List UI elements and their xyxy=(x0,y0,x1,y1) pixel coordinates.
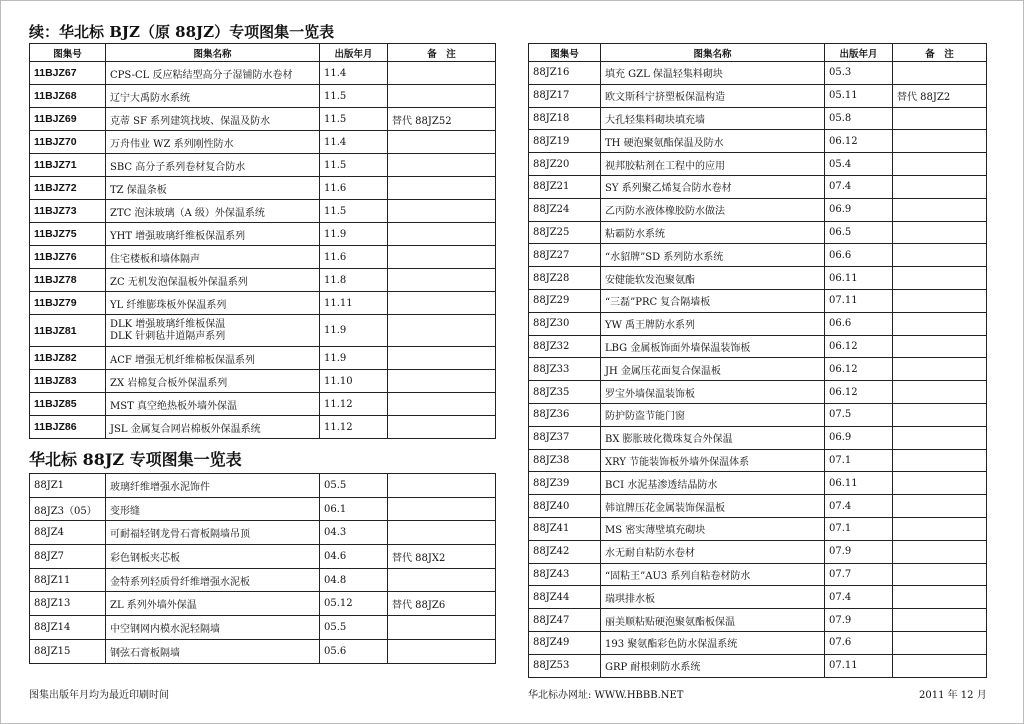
header-name: 图集名称 xyxy=(106,44,320,62)
cell-note xyxy=(893,609,987,632)
cell-code: 88JZ33 xyxy=(529,358,601,381)
cell-name: CPS-CL 反应粘结型高分子湿铺防水卷材 xyxy=(106,62,320,85)
cell-note xyxy=(893,381,987,404)
cell-code: 88JZ21 xyxy=(529,175,601,198)
cell-code: 88JZ43 xyxy=(529,563,601,586)
cell-note xyxy=(893,130,987,153)
cell-date: 11.9 xyxy=(320,347,388,370)
cell-note xyxy=(893,631,987,654)
cell-code: 88JZ15 xyxy=(30,639,106,663)
cell-date: 11.5 xyxy=(320,200,388,223)
table-row xyxy=(529,244,987,267)
cell-date: 11.4 xyxy=(320,131,388,154)
cell-code: 88JZ11 xyxy=(30,568,106,592)
footer-date: 2011 年 12 月 xyxy=(919,690,987,701)
cell-note xyxy=(388,568,496,592)
table-row xyxy=(529,381,987,404)
cell-date: 11.8 xyxy=(320,269,388,292)
cell-date: 06.11 xyxy=(825,472,893,495)
cell-date: 05.12 xyxy=(320,592,388,616)
cell-date: 07.4 xyxy=(825,495,893,518)
cell-note: 替代 88JZ2 xyxy=(893,84,987,107)
cell-date: 06.12 xyxy=(825,335,893,358)
table-row xyxy=(529,472,987,495)
cell-name: 玻璃纤维增强水泥饰件 xyxy=(106,474,320,498)
cell-note xyxy=(388,521,496,545)
table-row xyxy=(30,497,496,521)
cell-name: YL 纤维膨珠板外保温系列 xyxy=(106,292,320,315)
table-row xyxy=(529,62,987,85)
cell-code: 11BJZ72 xyxy=(30,177,106,200)
table-row xyxy=(529,449,987,472)
footer-website: 华北标办网址: WWW.HBBB.NET xyxy=(528,690,684,701)
header-date: 出版年月 xyxy=(825,44,893,62)
cell-name: TH 硬泡聚氨酯保温及防水 xyxy=(601,130,825,153)
bjz-section-title: 续：华北标 BJZ（原 88JZ）专项图集一览表 xyxy=(29,23,335,41)
cell-name: ZC 无机发泡保温板外保温系列 xyxy=(106,269,320,292)
cell-code: 88JZ28 xyxy=(529,267,601,290)
table-row xyxy=(30,568,496,592)
cell-name: 辽宁大禹防水系统 xyxy=(106,85,320,108)
cell-code: 88JZ36 xyxy=(529,403,601,426)
cell-date: 05.11 xyxy=(825,84,893,107)
cell-date: 06.9 xyxy=(825,198,893,221)
cell-date: 05.3 xyxy=(825,62,893,85)
cell-note xyxy=(388,246,496,269)
cell-code: 88JZ40 xyxy=(529,495,601,518)
header-note: 备 注 xyxy=(388,44,496,62)
cell-note xyxy=(388,223,496,246)
table-row xyxy=(529,495,987,518)
cell-code: 88JZ1 xyxy=(30,474,106,498)
table-row xyxy=(30,223,496,246)
cell-name: BCI 水泥基渗透结晶防水 xyxy=(601,472,825,495)
bjz-table-body xyxy=(30,62,496,439)
cell-name: 中空钢网内模水泥轻隔墙 xyxy=(106,616,320,640)
cell-code: 11BJZ82 xyxy=(30,347,106,370)
cell-code: 88JZ42 xyxy=(529,540,601,563)
table-row xyxy=(529,175,987,198)
cell-name: JSL 金属复合网岩棉板外保温系统 xyxy=(106,416,320,439)
jz-right-table-header xyxy=(529,44,987,62)
cell-name: ZX 岩棉复合板外保温系列 xyxy=(106,370,320,393)
cell-name: ZL 系列外墙外保温 xyxy=(106,592,320,616)
cell-code: 88JZ16 xyxy=(529,62,601,85)
cell-name: 欧文斯科宁挤塑板保温构造 xyxy=(601,84,825,107)
table-row xyxy=(529,312,987,335)
cell-note xyxy=(388,393,496,416)
table-row xyxy=(30,545,496,569)
footer-note: 图集出版年月均为最近印刷时间 xyxy=(29,690,169,701)
table-row xyxy=(529,221,987,244)
cell-code: 88JZ29 xyxy=(529,289,601,312)
cell-name: SY 系列聚乙烯复合防水卷材 xyxy=(601,175,825,198)
cell-date: 04.8 xyxy=(320,568,388,592)
table-row xyxy=(529,586,987,609)
cell-note xyxy=(388,370,496,393)
cell-note xyxy=(893,449,987,472)
cell-date: 07.11 xyxy=(825,289,893,312)
cell-note: 替代 88JX2 xyxy=(388,545,496,569)
cell-date: 11.5 xyxy=(320,108,388,131)
cell-name: TZ 保温条板 xyxy=(106,177,320,200)
jz-section-title: 华北标 88JZ 专项图集一览表 xyxy=(29,450,242,469)
cell-name: LBG 金属板饰面外墙保温装饰板 xyxy=(601,335,825,358)
cell-code: 11BJZ86 xyxy=(30,416,106,439)
cell-date: 07.9 xyxy=(825,540,893,563)
cell-name: 193 聚氨酯彩色防水保温系统 xyxy=(601,631,825,654)
header-date: 出版年月 xyxy=(320,44,388,62)
cell-code: 88JZ19 xyxy=(529,130,601,153)
cell-name: 罗宝外墙保温装饰板 xyxy=(601,381,825,404)
cell-note xyxy=(388,62,496,85)
cell-code: 11BJZ70 xyxy=(30,131,106,154)
cell-name: SBC 高分子系列卷材复合防水 xyxy=(106,154,320,177)
header-code: 图集号 xyxy=(529,44,601,62)
cell-note xyxy=(388,131,496,154)
table-row xyxy=(529,267,987,290)
header-note: 备 注 xyxy=(893,44,987,62)
cell-code: 88JZ44 xyxy=(529,586,601,609)
cell-code: 11BJZ83 xyxy=(30,370,106,393)
cell-name: 大孔轻集料砌块填充墙 xyxy=(601,107,825,130)
cell-note xyxy=(893,426,987,449)
table-row xyxy=(30,393,496,416)
table-row xyxy=(30,370,496,393)
cell-code: 88JZ41 xyxy=(529,517,601,540)
cell-code: 88JZ25 xyxy=(529,221,601,244)
cell-note xyxy=(893,62,987,85)
cell-name: 彩色钢板夹芯板 xyxy=(106,545,320,569)
cell-note xyxy=(893,517,987,540)
table-row xyxy=(30,246,496,269)
cell-date: 11.4 xyxy=(320,62,388,85)
cell-name: GRP 耐根刺防水系统 xyxy=(601,654,825,677)
jz-right-table-body xyxy=(529,62,987,678)
table-row xyxy=(30,62,496,85)
cell-note xyxy=(388,416,496,439)
jz-left-table xyxy=(29,473,496,664)
cell-code: 88JZ53 xyxy=(529,654,601,677)
cell-note xyxy=(388,616,496,640)
cell-date: 07.4 xyxy=(825,175,893,198)
table-row xyxy=(529,517,987,540)
cell-code: 88JZ30 xyxy=(529,312,601,335)
cell-name: YHT 增强玻璃纤维板保温系列 xyxy=(106,223,320,246)
cell-date: 11.9 xyxy=(320,315,388,347)
cell-name-line: DLK 增强玻璃纤维板保温 xyxy=(110,318,226,330)
table-row xyxy=(529,609,987,632)
cell-name: 韩谊牌压花金属装饰保温板 xyxy=(601,495,825,518)
table-row xyxy=(30,347,496,370)
cell-note xyxy=(893,175,987,198)
cell-code: 88JZ27 xyxy=(529,244,601,267)
table-row xyxy=(529,84,987,107)
cell-date: 05.4 xyxy=(825,153,893,176)
cell-name: 钢弦石膏板隔墙 xyxy=(106,639,320,663)
cell-date: 07.9 xyxy=(825,609,893,632)
cell-date: 04.3 xyxy=(320,521,388,545)
cell-code: 88JZ17 xyxy=(529,84,601,107)
table-row xyxy=(529,107,987,130)
cell-date: 04.6 xyxy=(320,545,388,569)
cell-name: 丽美顺粘贴硬泡聚氨酯板保温 xyxy=(601,609,825,632)
table-row xyxy=(529,654,987,677)
right-title-spacer xyxy=(528,21,986,43)
cell-note: 替代 88JZ52 xyxy=(388,108,496,131)
table-row xyxy=(30,177,496,200)
cell-name: 住宅楼板和墙体隔声 xyxy=(106,246,320,269)
cell-code: 88JZ32 xyxy=(529,335,601,358)
cell-date: 11.5 xyxy=(320,85,388,108)
cell-note xyxy=(388,292,496,315)
cell-code: 11BJZ69 xyxy=(30,108,106,131)
cell-note xyxy=(893,107,987,130)
cell-note xyxy=(893,540,987,563)
cell-name: 水无耐自粘防水卷材 xyxy=(601,540,825,563)
cell-name: “水貂牌”SD 系列防水系统 xyxy=(601,244,825,267)
cell-note xyxy=(893,403,987,426)
cell-code: 88JZ13 xyxy=(30,592,106,616)
cell-code: 11BJZ76 xyxy=(30,246,106,269)
cell-code: 88JZ14 xyxy=(30,616,106,640)
cell-note xyxy=(893,335,987,358)
table-row xyxy=(30,292,496,315)
cell-note xyxy=(893,472,987,495)
cell-note xyxy=(893,586,987,609)
cell-name: ACF 增强无机纤维棉板保温系列 xyxy=(106,347,320,370)
cell-date: 11.5 xyxy=(320,154,388,177)
cell-date: 06.1 xyxy=(320,497,388,521)
cell-code: 88JZ35 xyxy=(529,381,601,404)
table-row xyxy=(30,592,496,616)
cell-code: 11BJZ68 xyxy=(30,85,106,108)
table-row xyxy=(30,108,496,131)
cell-name: 防护防盗节能门窗 xyxy=(601,403,825,426)
jz-left-table-body xyxy=(30,474,496,664)
cell-code: 88JZ47 xyxy=(529,609,601,632)
cell-date: 07.6 xyxy=(825,631,893,654)
cell-note xyxy=(893,563,987,586)
cell-note xyxy=(893,358,987,381)
table-row xyxy=(529,631,987,654)
cell-note xyxy=(388,200,496,223)
cell-name: 粘霸防水系统 xyxy=(601,221,825,244)
cell-code: 11BJZ75 xyxy=(30,223,106,246)
table-row xyxy=(529,403,987,426)
cell-note xyxy=(388,347,496,370)
cell-note xyxy=(388,315,496,347)
table-row xyxy=(30,200,496,223)
cell-code: 88JZ18 xyxy=(529,107,601,130)
cell-name: 克蒂 SF 系列建筑找坡、保温及防水 xyxy=(106,108,320,131)
cell-date: 11.6 xyxy=(320,246,388,269)
cell-name: YW 禹王牌防水系列 xyxy=(601,312,825,335)
table-row xyxy=(529,540,987,563)
table-row xyxy=(30,521,496,545)
cell-code: 11BJZ85 xyxy=(30,393,106,416)
cell-date: 07.5 xyxy=(825,403,893,426)
cell-name: “固粘王”AU3 系列自粘卷材防水 xyxy=(601,563,825,586)
table-row xyxy=(30,131,496,154)
cell-code: 88JZ24 xyxy=(529,198,601,221)
cell-name: 视邦胶粘剂在工程中的应用 xyxy=(601,153,825,176)
cell-note xyxy=(893,495,987,518)
header-name: 图集名称 xyxy=(601,44,825,62)
right-column xyxy=(528,21,986,678)
cell-date: 06.11 xyxy=(825,267,893,290)
cell-date: 06.6 xyxy=(825,312,893,335)
cell-date: 07.11 xyxy=(825,654,893,677)
cell-name: 万舟伟业 WZ 系列刚性防水 xyxy=(106,131,320,154)
cell-name: 填充 GZL 保温轻集料砌块 xyxy=(601,62,825,85)
cell-note xyxy=(893,244,987,267)
cell-name: BX 膨胀玻化微珠复合外保温 xyxy=(601,426,825,449)
cell-note xyxy=(388,85,496,108)
table-row xyxy=(529,358,987,381)
cell-date: 11.10 xyxy=(320,370,388,393)
table-row xyxy=(30,269,496,292)
cell-code: 88JZ20 xyxy=(529,153,601,176)
cell-note xyxy=(388,177,496,200)
jz-right-table xyxy=(528,43,987,678)
cell-name: 可耐福轻钢龙骨石膏板隔墙吊顶 xyxy=(106,521,320,545)
table-row xyxy=(529,426,987,449)
header-code: 图集号 xyxy=(30,44,106,62)
cell-date: 05.5 xyxy=(320,474,388,498)
cell-date: 07.1 xyxy=(825,449,893,472)
cell-date: 06.5 xyxy=(825,221,893,244)
cell-date: 11.9 xyxy=(320,223,388,246)
cell-note xyxy=(893,221,987,244)
cell-code: 88JZ49 xyxy=(529,631,601,654)
table-row xyxy=(30,154,496,177)
cell-date: 05.6 xyxy=(320,639,388,663)
table-row xyxy=(30,85,496,108)
cell-date: 11.11 xyxy=(320,292,388,315)
cell-code: 88JZ3（05） xyxy=(30,497,106,521)
cell-name: MST 真空绝热板外墙外保温 xyxy=(106,393,320,416)
table-row xyxy=(30,616,496,640)
cell-note xyxy=(893,267,987,290)
cell-name: “三磊”PRC 复合隔墙板 xyxy=(601,289,825,312)
cell-code: 11BJZ79 xyxy=(30,292,106,315)
cell-date: 11.12 xyxy=(320,393,388,416)
cell-code: 88JZ38 xyxy=(529,449,601,472)
cell-date: 06.12 xyxy=(825,130,893,153)
cell-code: 88JZ4 xyxy=(30,521,106,545)
cell-name-line: DLK 针刺毡井道隔声系列 xyxy=(110,330,226,342)
cell-name: 变形缝 xyxy=(106,497,320,521)
cell-code: 88JZ39 xyxy=(529,472,601,495)
bjz-table-header xyxy=(30,44,496,62)
table-row xyxy=(30,315,496,347)
table-row xyxy=(529,335,987,358)
cell-note xyxy=(388,474,496,498)
cell-code: 11BJZ71 xyxy=(30,154,106,177)
cell-date: 11.12 xyxy=(320,416,388,439)
cell-date: 06.12 xyxy=(825,381,893,404)
table-row xyxy=(529,289,987,312)
cell-name: JH 金属压花面复合保温板 xyxy=(601,358,825,381)
cell-date: 07.1 xyxy=(825,517,893,540)
cell-date: 06.12 xyxy=(825,358,893,381)
cell-note xyxy=(388,497,496,521)
bjz-table xyxy=(29,43,496,439)
cell-date: 05.5 xyxy=(320,616,388,640)
table-row xyxy=(529,130,987,153)
cell-name: 金特系列轻质骨纤维增强水泥板 xyxy=(106,568,320,592)
cell-name: 瑞琪排水板 xyxy=(601,586,825,609)
cell-name xyxy=(106,315,320,347)
cell-code: 11BJZ78 xyxy=(30,269,106,292)
cell-name: ZTC 泡沫玻璃（A 级）外保温系统 xyxy=(106,200,320,223)
table-row xyxy=(529,198,987,221)
cell-note: 替代 88JZ6 xyxy=(388,592,496,616)
cell-note xyxy=(388,269,496,292)
cell-note xyxy=(893,198,987,221)
cell-note xyxy=(893,153,987,176)
cell-name: 安健能软发泡聚氨酯 xyxy=(601,267,825,290)
cell-date: 06.9 xyxy=(825,426,893,449)
cell-code: 11BJZ81 xyxy=(30,315,106,347)
cell-note xyxy=(893,289,987,312)
table-row xyxy=(30,474,496,498)
table-row xyxy=(30,416,496,439)
cell-note xyxy=(388,154,496,177)
cell-name: XRY 节能装饰板外墙外保温体系 xyxy=(601,449,825,472)
cell-date: 11.6 xyxy=(320,177,388,200)
cell-name: 乙丙防水液体橡胶防水做法 xyxy=(601,198,825,221)
table-row xyxy=(30,639,496,663)
left-column xyxy=(29,21,495,664)
cell-code: 11BJZ67 xyxy=(30,62,106,85)
cell-code: 11BJZ73 xyxy=(30,200,106,223)
cell-date: 06.6 xyxy=(825,244,893,267)
cell-note xyxy=(388,639,496,663)
cell-date: 07.4 xyxy=(825,586,893,609)
cell-name: MS 密实薄壁填充砌块 xyxy=(601,517,825,540)
cell-note xyxy=(893,654,987,677)
table-row xyxy=(529,563,987,586)
cell-note xyxy=(893,312,987,335)
cell-date: 07.7 xyxy=(825,563,893,586)
cell-code: 88JZ7 xyxy=(30,545,106,569)
table-row xyxy=(529,153,987,176)
cell-code: 88JZ37 xyxy=(529,426,601,449)
cell-date: 05.8 xyxy=(825,107,893,130)
